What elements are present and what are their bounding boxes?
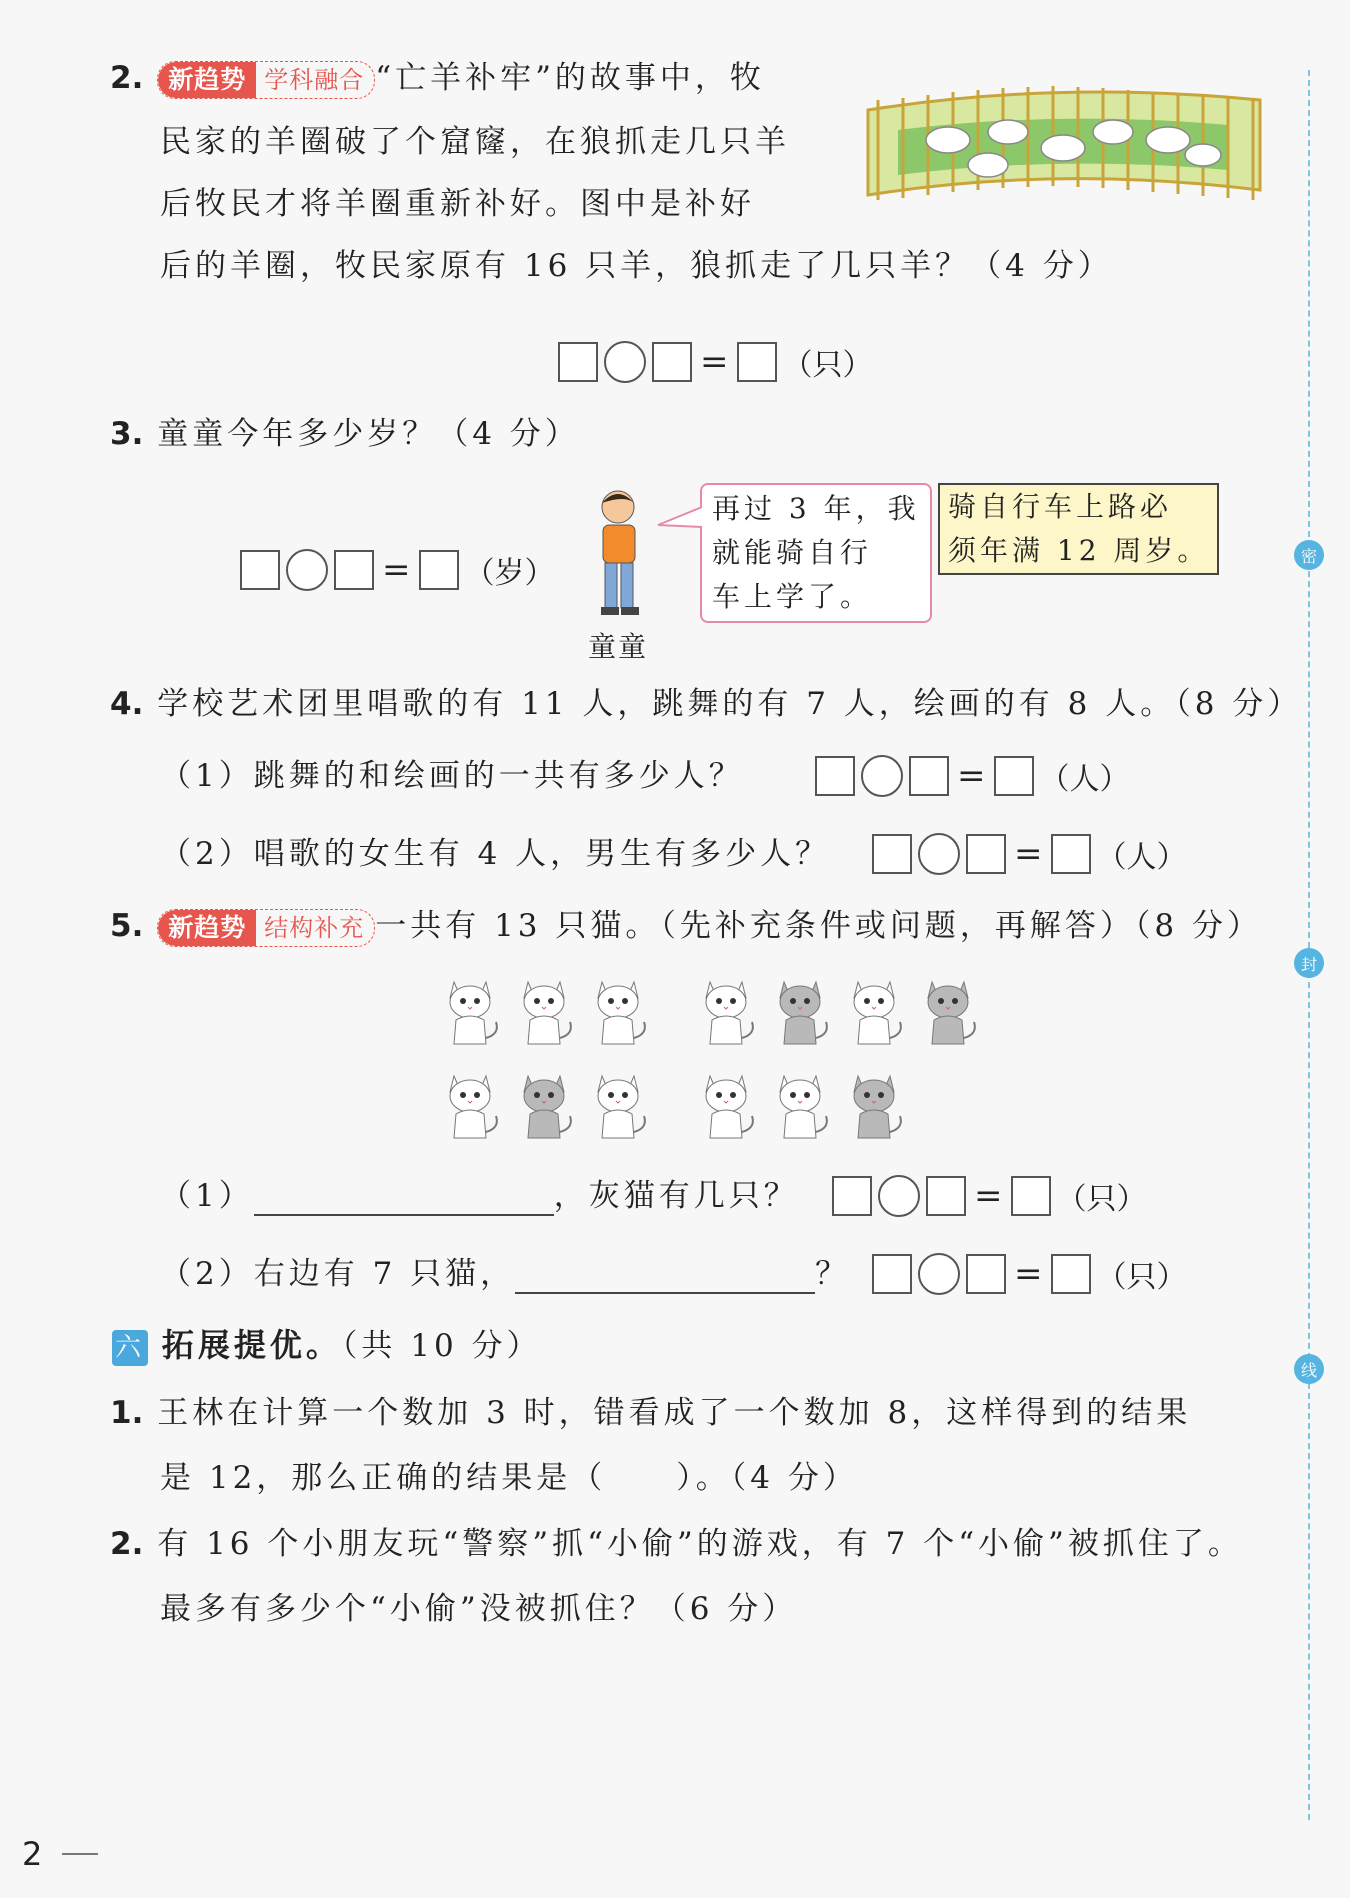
q4-sub1-equation [815, 754, 1130, 798]
s6q1-text-1: 王林在计算一个数加 3 时，错看成了一个数加 8，这样得到的结果 [157, 1395, 1192, 1431]
speech-bubble [700, 483, 932, 623]
fill-blank-line[interactable] [254, 1184, 554, 1216]
white-cat-icon [696, 972, 760, 1048]
s6q2-text-1: 有 16 个小朋友玩“警察”抓“小偷”的游戏，有 7 个“小偷”被抓住了。 [157, 1526, 1243, 1562]
answer-box[interactable] [815, 756, 855, 796]
equals-sign: = [382, 550, 411, 590]
answer-box[interactable] [419, 550, 459, 590]
white-cat-icon [514, 972, 578, 1048]
q5-number: 5. [110, 908, 144, 944]
q4-sub2-equation [872, 832, 1187, 876]
section-6-heading [112, 1325, 542, 1366]
q2-line1 [110, 58, 765, 99]
answer-box[interactable] [872, 834, 912, 874]
q5-sub1-equation [832, 1174, 1147, 1218]
q5-text: 一共有 13 只猫。（先补充条件或问题，再解答）（8 分） [375, 908, 1262, 944]
rule-note [938, 483, 1219, 575]
equals-sign: = [1014, 834, 1043, 874]
unit-label: （岁） [464, 556, 555, 591]
gray-cat-icon [918, 972, 982, 1048]
note-line: 须年满 12 周岁。 [948, 534, 1210, 567]
unit-label: （只） [1056, 1182, 1147, 1217]
section-number-icon: 六 [112, 1330, 148, 1366]
q4-sub2: （2）唱歌的女生有 4 人，男生有多少人？ [160, 836, 831, 872]
q5-line [110, 906, 1262, 947]
gray-cat-icon [844, 1066, 908, 1142]
s6q2-line2: 最多有多少个“小偷”没被抓住？（6 分） [160, 1591, 798, 1627]
q2-equation [558, 340, 873, 384]
white-cat-icon [844, 972, 908, 1048]
q5-sub2 [160, 1254, 850, 1294]
answer-box[interactable] [737, 342, 777, 382]
page-number: 2 [22, 1835, 43, 1873]
sheep-pen-illustration [858, 70, 1270, 210]
child-name-label: 童童 [588, 630, 649, 663]
answer-box[interactable] [966, 834, 1006, 874]
q5-sub1-prefix: （1） [160, 1178, 254, 1214]
white-cat-icon [770, 1066, 834, 1142]
q2-line3: 后牧民才将羊圈重新补好。图中是补好 [160, 186, 755, 222]
q5-trend-tag [157, 909, 375, 947]
equals-sign: = [700, 342, 729, 382]
operator-circle[interactable] [286, 549, 328, 591]
answer-box[interactable] [652, 342, 692, 382]
white-cat-icon [588, 972, 652, 1048]
white-cat-icon [588, 1066, 652, 1142]
q4-text: 学校艺术团里唱歌的有 11 人，跳舞的有 7 人，绘画的有 8 人。（8 分） [157, 686, 1303, 722]
q2-number: 2. [110, 60, 144, 96]
unit-label: （人） [1096, 840, 1187, 875]
answer-box[interactable] [926, 1176, 966, 1216]
q5-sub1-suffix: ，灰猫有几只？ [553, 1178, 799, 1214]
answer-box[interactable] [909, 756, 949, 796]
answer-box[interactable] [240, 550, 280, 590]
q4-number: 4. [110, 686, 144, 722]
section-6-title: 拓展提优。 [161, 1326, 342, 1364]
fill-blank-line[interactable] [515, 1262, 815, 1294]
child-illustration [585, 485, 655, 625]
q4-line [110, 684, 1302, 724]
operator-circle[interactable] [878, 1175, 920, 1217]
equals-sign: = [957, 756, 986, 796]
s6q2-number: 2. [110, 1526, 144, 1562]
s6q1-line2: 是 12，那么正确的结果是（ ）。（4 分） [160, 1460, 858, 1496]
q5-sub1 [160, 1176, 799, 1216]
answer-box[interactable] [966, 1254, 1006, 1294]
answer-box[interactable] [558, 342, 598, 382]
q5-tag-main: 新趋势 [158, 910, 256, 946]
speech-line: 再过 3 年，我 [712, 492, 920, 525]
seal-mark-icon: 线 [1294, 1354, 1324, 1384]
q3-number: 3. [110, 416, 144, 452]
speech-line: 车上学了。 [712, 580, 873, 613]
operator-circle[interactable] [918, 833, 960, 875]
s6q1-line1 [110, 1393, 1191, 1433]
note-line: 骑自行车上路必 [948, 490, 1173, 523]
q4-sub1: （1）跳舞的和绘画的一共有多少人？ [160, 758, 744, 794]
speech-pointer [656, 505, 704, 535]
unit-label: （只） [782, 348, 873, 383]
q5-tag-sub: 结构补充 [264, 913, 365, 942]
white-cat-icon [440, 972, 504, 1048]
answer-box[interactable] [994, 756, 1034, 796]
q3-equation [240, 548, 555, 592]
binding-dashed-line [1308, 70, 1310, 1820]
white-cat-icon [440, 1066, 504, 1142]
q2-tag-sub: 学科融合 [264, 65, 365, 94]
unit-label: （人） [1039, 762, 1130, 797]
footer-rule [62, 1853, 98, 1855]
seal-mark-icon: 密 [1294, 540, 1324, 570]
q2-trend-tag [157, 61, 375, 99]
answer-box[interactable] [1011, 1176, 1051, 1216]
cats-illustration [440, 972, 1000, 1152]
q3-line [110, 414, 580, 454]
gray-cat-icon [514, 1066, 578, 1142]
unit-label: （只） [1096, 1260, 1187, 1295]
section-6-score: （共 10 分） [341, 1328, 542, 1364]
q2-text-1: “亡羊补牢”的故事中，牧 [375, 60, 765, 96]
operator-circle[interactable] [861, 755, 903, 797]
q2-line4: 后的羊圈，牧民家原有 16 只羊，狼抓走了几只羊？（4 分） [160, 248, 1113, 284]
answer-box[interactable] [334, 550, 374, 590]
equals-sign: = [1014, 1254, 1043, 1294]
answer-box[interactable] [1051, 1254, 1091, 1294]
q2-line2: 民家的羊圈破了个窟窿，在狼抓走几只羊 [160, 124, 790, 160]
q5-sub2-equation [872, 1252, 1187, 1296]
q2-tag-main: 新趋势 [158, 62, 256, 98]
q5-sub2-prefix: （2）右边有 7 只猫， [160, 1256, 516, 1292]
q3-text: 童童今年多少岁？（4 分） [157, 416, 580, 452]
speech-line: 就能骑自行 [712, 536, 873, 569]
white-cat-icon [696, 1066, 760, 1142]
q5-sub2-suffix: ？ [815, 1256, 851, 1292]
s6q1-number: 1. [110, 1395, 144, 1431]
operator-circle[interactable] [918, 1253, 960, 1295]
gray-cat-icon [770, 972, 834, 1048]
answer-box[interactable] [1051, 834, 1091, 874]
s6q2-line1 [110, 1524, 1243, 1564]
operator-circle[interactable] [604, 341, 646, 383]
answer-box[interactable] [832, 1176, 872, 1216]
equals-sign: = [974, 1176, 1003, 1216]
seal-mark-icon: 封 [1294, 948, 1324, 978]
answer-box[interactable] [872, 1254, 912, 1294]
